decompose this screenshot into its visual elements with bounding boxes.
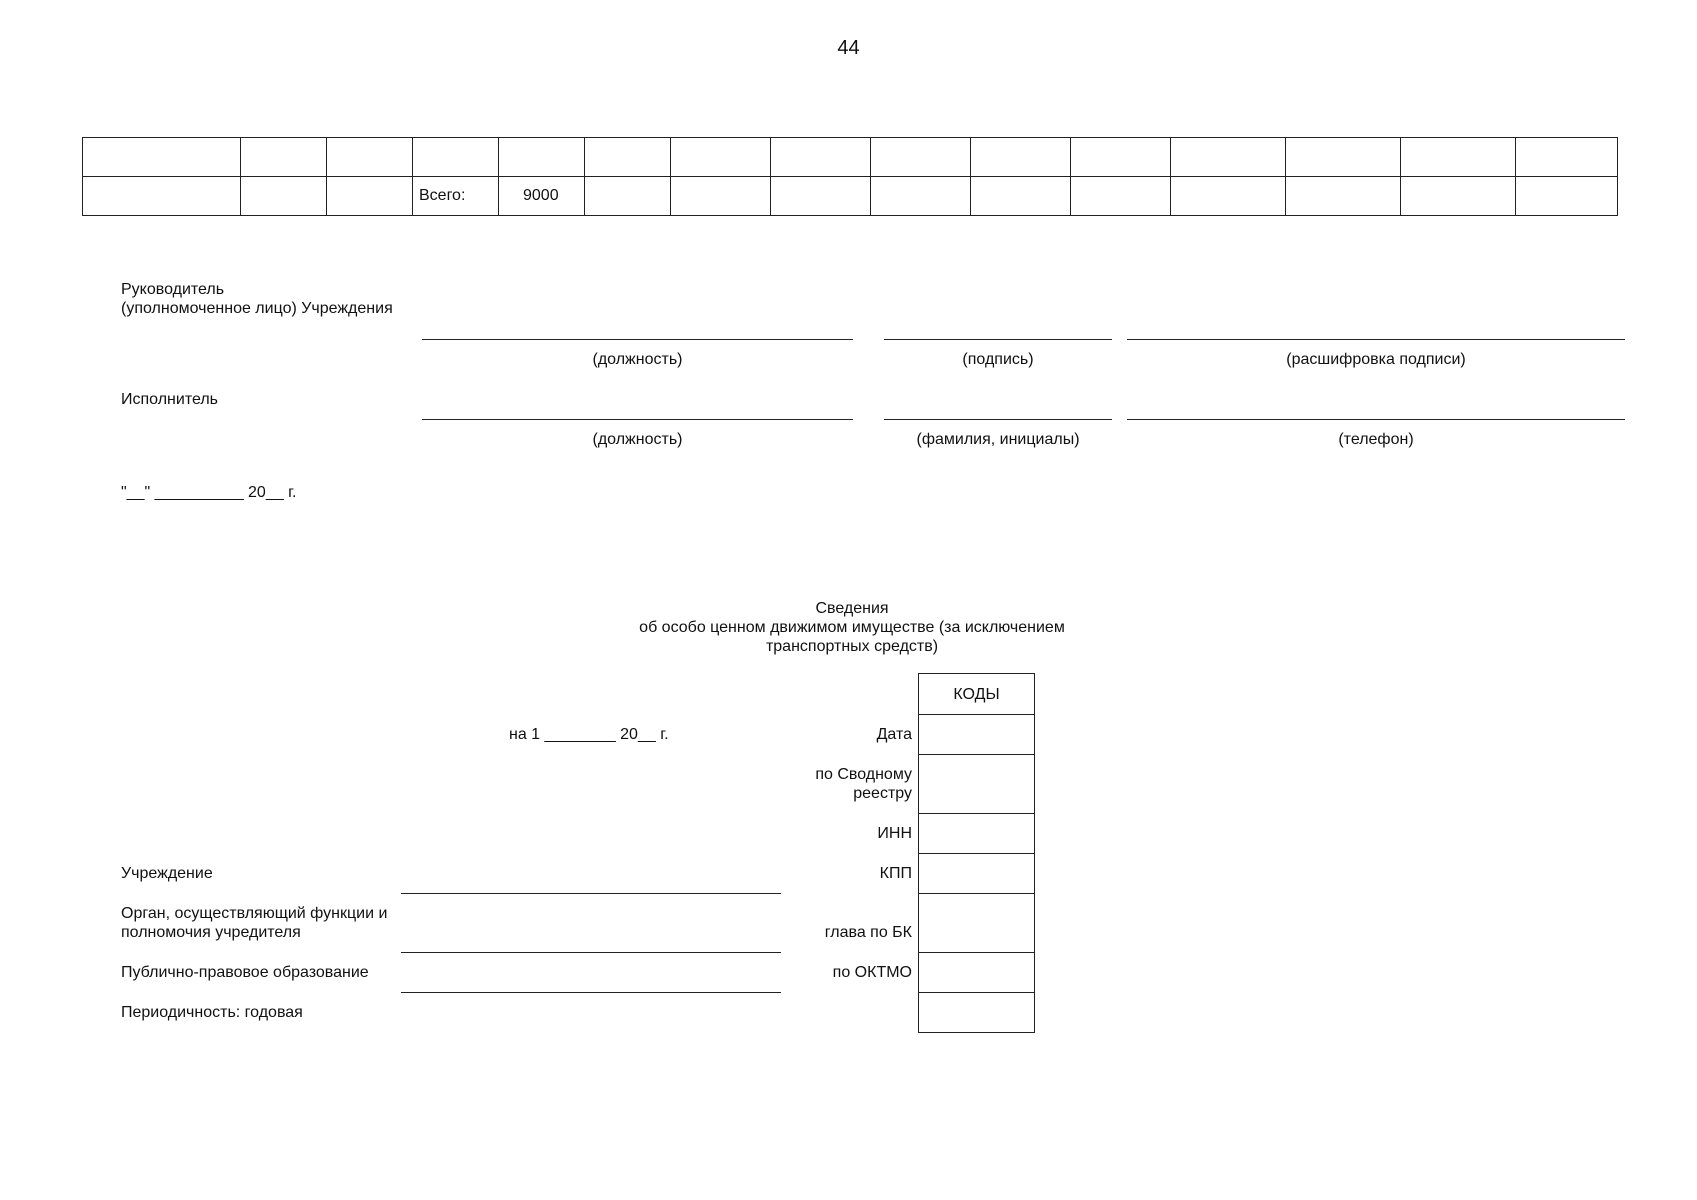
public-entity-label: Публично-правовое образование <box>121 964 369 981</box>
table-row <box>83 138 1618 177</box>
code-cell-registry[interactable] <box>919 755 1034 814</box>
date-line: "__" __________ 20__ г. <box>121 484 297 501</box>
code-label-registry-line1: по Сводному <box>815 766 912 783</box>
table-cell <box>83 138 241 177</box>
code-label-date: Дата <box>876 726 912 743</box>
table-cell <box>241 177 327 216</box>
table-cell <box>671 138 771 177</box>
public-entity-line[interactable] <box>401 992 781 993</box>
table-cell <box>1171 138 1286 177</box>
code-label-registry-line2: реестру <box>853 785 912 802</box>
section-title-line3: транспортных средств) <box>765 638 939 655</box>
table-cell <box>1516 138 1618 177</box>
table-cell <box>1286 177 1401 216</box>
table-cell <box>1286 138 1401 177</box>
executor-label: Исполнитель <box>121 391 219 408</box>
code-cell-oktmo[interactable] <box>919 953 1034 993</box>
code-label-inn: ИНН <box>877 825 912 842</box>
table-cell <box>771 138 871 177</box>
head-label <box>121 280 393 318</box>
table-cell <box>671 177 771 216</box>
code-label-budget-chapter: глава по БК <box>824 924 912 941</box>
table-cell <box>585 138 671 177</box>
section-title <box>552 599 1152 656</box>
table-cell <box>585 177 671 216</box>
section-title-line2: об особо ценном движимом имуществе (за исключением <box>639 619 1065 636</box>
codes-table <box>918 673 1035 1033</box>
head-signature-line[interactable] <box>884 339 1112 340</box>
executor-position-line[interactable] <box>422 419 853 420</box>
code-cell-periodicity[interactable] <box>919 993 1034 1033</box>
table-cell <box>83 177 241 216</box>
as-of-date: на 1 ________ 20__ г. <box>509 726 669 743</box>
table-cell <box>871 138 971 177</box>
institution-line[interactable] <box>401 893 781 894</box>
page-number: 44 <box>837 37 860 59</box>
table-cell <box>971 138 1071 177</box>
executor-position-caption: (должность) <box>592 431 683 448</box>
codes-header: КОДЫ <box>919 674 1034 715</box>
periodicity-label: Периодичность: годовая <box>121 1004 303 1021</box>
table-cell <box>771 177 871 216</box>
table-cell <box>1401 138 1516 177</box>
table-cell <box>327 138 413 177</box>
table-cell <box>871 177 971 216</box>
head-decoding-line[interactable] <box>1127 339 1625 340</box>
total-value: 9000 <box>499 177 585 216</box>
table-cell <box>413 138 499 177</box>
table-cell <box>499 138 585 177</box>
code-label-oktmo: по ОКТМО <box>832 964 912 981</box>
founder-label-line1: Орган, осуществляющий функции и <box>121 905 388 922</box>
head-position-caption: (должность) <box>592 351 683 368</box>
founder-line[interactable] <box>401 952 781 953</box>
founder-label <box>121 904 387 942</box>
code-cell-inn[interactable] <box>919 814 1034 854</box>
table-row-total <box>83 177 1618 216</box>
head-signature-caption: (подпись) <box>962 351 1034 368</box>
code-label-kpp: КПП <box>879 865 912 882</box>
head-label-line2: (уполномоченное лицо) Учреждения <box>121 300 393 317</box>
head-label-line1: Руководитель <box>121 281 225 298</box>
code-cell-budget-chapter[interactable] <box>919 894 1034 953</box>
table-cell <box>1071 138 1171 177</box>
table-cell <box>1516 177 1618 216</box>
founder-label-line2: полномочия учредителя <box>121 924 301 941</box>
code-label-registry <box>700 765 912 803</box>
head-position-line[interactable] <box>422 339 853 340</box>
table-cell <box>971 177 1071 216</box>
table-cell <box>241 138 327 177</box>
head-decoding-caption: (расшифровка подписи) <box>1286 351 1466 368</box>
code-cell-kpp[interactable] <box>919 854 1034 894</box>
institution-label: Учреждение <box>121 865 213 882</box>
table-cell <box>1071 177 1171 216</box>
code-cell-date[interactable] <box>919 715 1034 755</box>
executor-phone-line[interactable] <box>1127 419 1625 420</box>
table-cell <box>327 177 413 216</box>
section-title-line1: Сведения <box>815 600 889 617</box>
executor-phone-caption: (телефон) <box>1338 431 1414 448</box>
table-cell <box>1171 177 1286 216</box>
total-label: Всего: <box>413 177 499 216</box>
executor-name-caption: (фамилия, инициалы) <box>916 431 1080 448</box>
summary-table <box>82 137 1618 216</box>
executor-name-line[interactable] <box>884 419 1112 420</box>
table-cell <box>1401 177 1516 216</box>
